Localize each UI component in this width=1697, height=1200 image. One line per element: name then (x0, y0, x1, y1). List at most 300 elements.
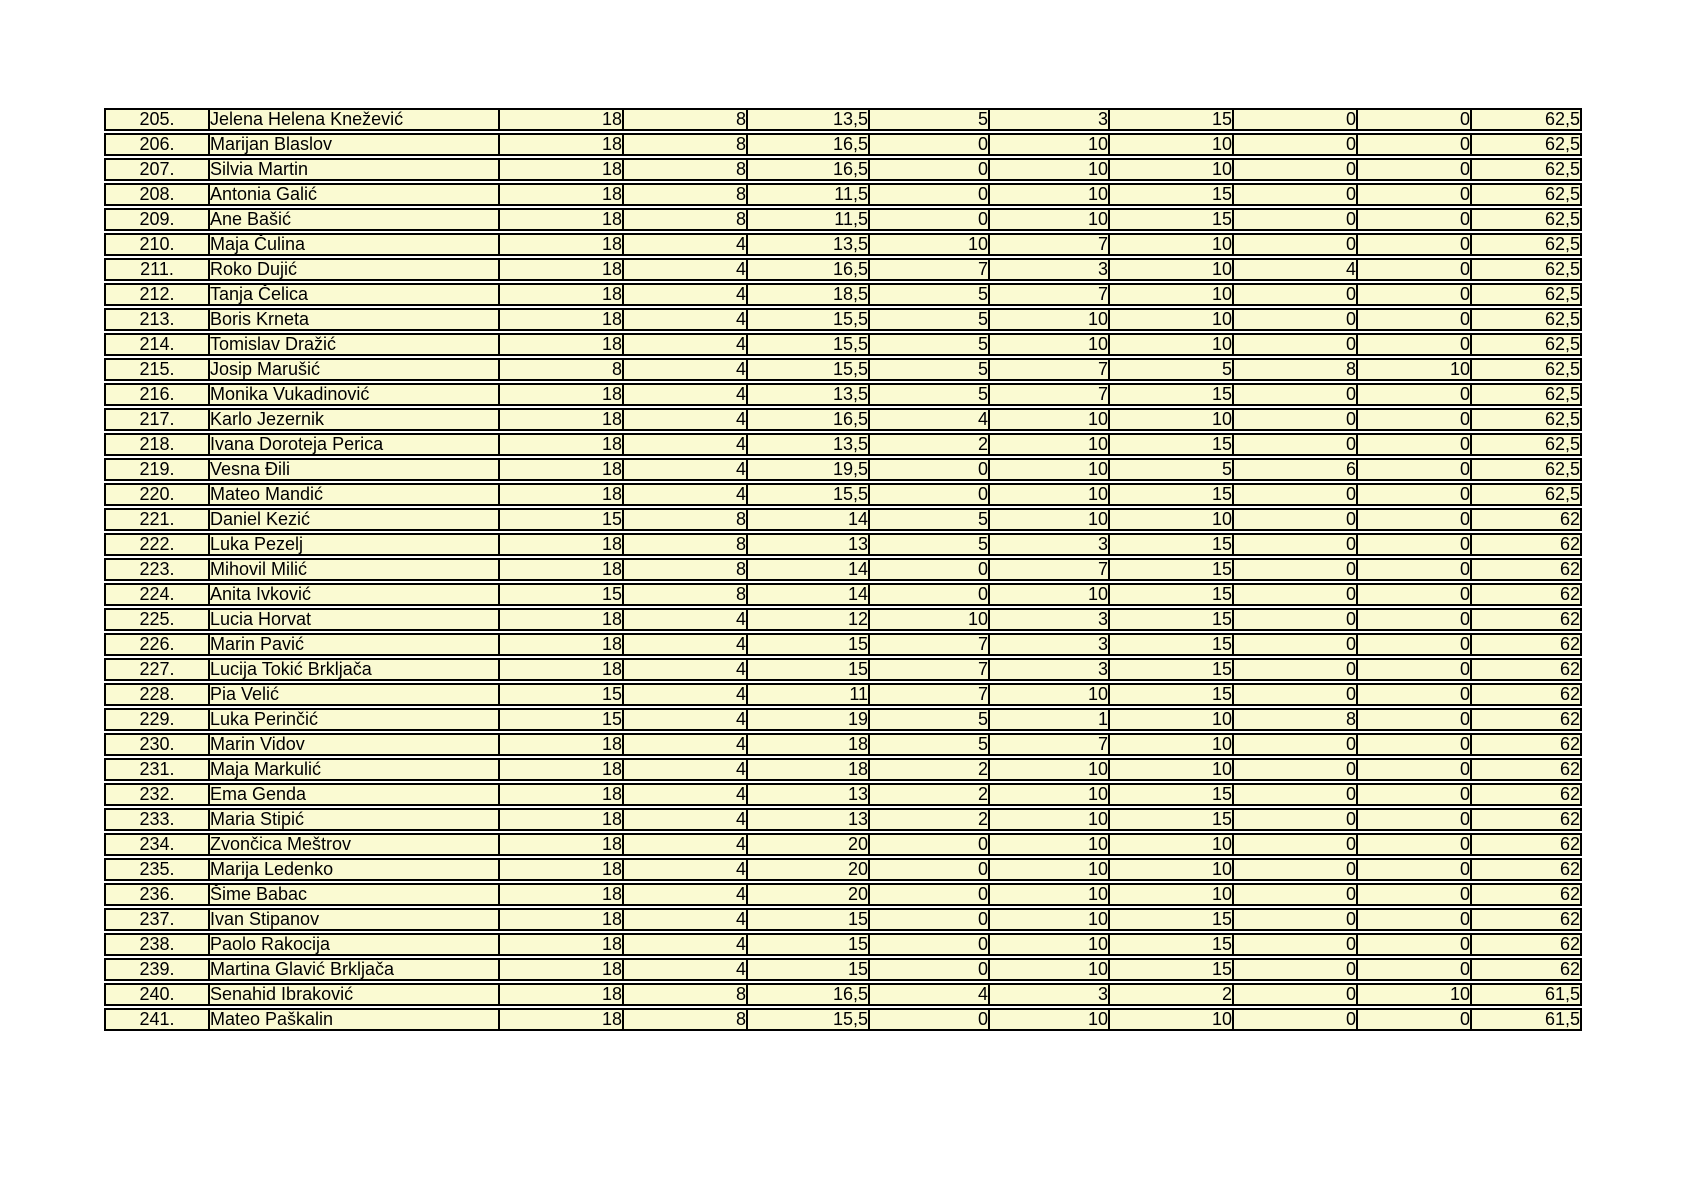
total-cell: 62 (1470, 533, 1582, 556)
score-cell: 10 (988, 208, 1108, 231)
name-cell: Senahid Ibraković (208, 983, 498, 1006)
table-row (104, 733, 1582, 756)
table-row (104, 458, 1582, 481)
score-cell: 4 (622, 283, 746, 306)
score-cell: 0 (1356, 458, 1470, 481)
results-table-body (104, 108, 1582, 1031)
score-cell: 10 (988, 183, 1108, 206)
score-cell: 4 (622, 658, 746, 681)
score-cell: 4 (622, 383, 746, 406)
rank-cell: 238. (104, 933, 208, 956)
score-cell: 0 (868, 458, 988, 481)
table-row (104, 208, 1582, 231)
score-cell: 10 (1356, 358, 1470, 381)
score-cell: 0 (1356, 433, 1470, 456)
score-cell: 0 (1356, 308, 1470, 331)
score-cell: 7 (988, 383, 1108, 406)
score-cell: 0 (868, 908, 988, 931)
name-cell: Luka Pezelj (208, 533, 498, 556)
name-cell: Ivana Doroteja Perica (208, 433, 498, 456)
score-cell: 16,5 (746, 158, 868, 181)
score-cell: 15 (746, 658, 868, 681)
table-row (104, 408, 1582, 431)
name-cell: Monika Vukadinović (208, 383, 498, 406)
score-cell: 0 (868, 483, 988, 506)
score-cell: 0 (1356, 208, 1470, 231)
score-cell: 13 (746, 533, 868, 556)
table-row (104, 983, 1582, 1006)
score-cell: 5 (868, 283, 988, 306)
score-cell: 0 (1356, 158, 1470, 181)
score-cell: 18 (746, 758, 868, 781)
name-cell: Josip Marušić (208, 358, 498, 381)
score-cell: 18 (498, 183, 622, 206)
rank-cell: 228. (104, 683, 208, 706)
total-cell: 62,5 (1470, 233, 1582, 256)
score-cell: 10 (988, 958, 1108, 981)
score-cell: 8 (622, 133, 746, 156)
score-cell: 4 (622, 358, 746, 381)
score-cell: 18,5 (746, 283, 868, 306)
score-cell: 18 (746, 733, 868, 756)
score-cell: 0 (1232, 833, 1356, 856)
score-cell: 3 (988, 533, 1108, 556)
score-cell: 0 (1356, 633, 1470, 656)
score-cell: 10 (1108, 283, 1232, 306)
score-cell: 13,5 (746, 108, 868, 131)
score-cell: 0 (868, 883, 988, 906)
table-row (104, 683, 1582, 706)
score-cell: 10 (1108, 758, 1232, 781)
score-cell: 4 (1232, 258, 1356, 281)
score-cell: 18 (498, 483, 622, 506)
score-cell: 18 (498, 108, 622, 131)
score-cell: 0 (1356, 233, 1470, 256)
score-cell: 10 (1108, 508, 1232, 531)
total-cell: 62,5 (1470, 133, 1582, 156)
name-cell: Antonia Galić (208, 183, 498, 206)
rank-cell: 237. (104, 908, 208, 931)
name-cell: Pia Velić (208, 683, 498, 706)
score-cell: 10 (1108, 1008, 1232, 1031)
rank-cell: 239. (104, 958, 208, 981)
score-cell: 8 (622, 183, 746, 206)
score-cell: 7 (988, 233, 1108, 256)
score-cell: 15 (1108, 558, 1232, 581)
score-cell: 15 (1108, 433, 1232, 456)
table-row (104, 658, 1582, 681)
score-cell: 0 (1356, 708, 1470, 731)
score-cell: 16,5 (746, 133, 868, 156)
score-cell: 0 (1356, 133, 1470, 156)
rank-cell: 226. (104, 633, 208, 656)
total-cell: 62,5 (1470, 383, 1582, 406)
score-cell: 10 (1108, 158, 1232, 181)
score-cell: 0 (868, 558, 988, 581)
score-cell: 5 (868, 333, 988, 356)
name-cell: Jelena Helena Knežević (208, 108, 498, 131)
score-cell: 4 (868, 408, 988, 431)
score-cell: 10 (988, 483, 1108, 506)
score-cell: 10 (988, 883, 1108, 906)
name-cell: Tanja Čelica (208, 283, 498, 306)
total-cell: 62 (1470, 683, 1582, 706)
score-cell: 0 (1232, 108, 1356, 131)
score-cell: 15 (1108, 208, 1232, 231)
score-cell: 0 (1232, 283, 1356, 306)
score-cell: 4 (622, 758, 746, 781)
score-cell: 10 (1356, 983, 1470, 1006)
score-cell: 15 (498, 583, 622, 606)
total-cell: 62 (1470, 583, 1582, 606)
name-cell: Ane Bašić (208, 208, 498, 231)
score-cell: 14 (746, 508, 868, 531)
total-cell: 62 (1470, 908, 1582, 931)
score-cell: 0 (1232, 758, 1356, 781)
score-cell: 0 (1232, 233, 1356, 256)
table-row (104, 833, 1582, 856)
score-cell: 18 (498, 783, 622, 806)
score-cell: 0 (1356, 483, 1470, 506)
score-cell: 18 (498, 858, 622, 881)
table-row (104, 258, 1582, 281)
score-cell: 0 (1356, 758, 1470, 781)
total-cell: 62 (1470, 633, 1582, 656)
score-cell: 10 (1108, 708, 1232, 731)
name-cell: Silvia Martin (208, 158, 498, 181)
table-row (104, 583, 1582, 606)
score-cell: 0 (1356, 933, 1470, 956)
score-cell: 0 (868, 133, 988, 156)
score-cell: 18 (498, 883, 622, 906)
score-cell: 2 (868, 758, 988, 781)
score-cell: 8 (1232, 708, 1356, 731)
score-cell: 4 (622, 958, 746, 981)
score-cell: 18 (498, 608, 622, 631)
score-cell: 11,5 (746, 208, 868, 231)
score-cell: 10 (988, 808, 1108, 831)
score-cell: 13,5 (746, 383, 868, 406)
name-cell: Maja Čulina (208, 233, 498, 256)
total-cell: 62 (1470, 958, 1582, 981)
name-cell: Maja Markulić (208, 758, 498, 781)
score-cell: 8 (622, 158, 746, 181)
score-cell: 18 (498, 383, 622, 406)
score-cell: 10 (868, 233, 988, 256)
name-cell: Roko Dujić (208, 258, 498, 281)
rank-cell: 213. (104, 308, 208, 331)
total-cell: 62 (1470, 933, 1582, 956)
table-row (104, 933, 1582, 956)
total-cell: 62,5 (1470, 283, 1582, 306)
score-cell: 15 (1108, 583, 1232, 606)
name-cell: Paolo Rakocija (208, 933, 498, 956)
score-cell: 15 (1108, 808, 1232, 831)
score-cell: 10 (988, 508, 1108, 531)
score-cell: 4 (868, 983, 988, 1006)
score-cell: 2 (868, 808, 988, 831)
score-cell: 0 (1232, 933, 1356, 956)
score-cell: 0 (1356, 808, 1470, 831)
score-cell: 12 (746, 608, 868, 631)
total-cell: 62 (1470, 558, 1582, 581)
rank-cell: 225. (104, 608, 208, 631)
score-cell: 8 (498, 358, 622, 381)
score-cell: 0 (1232, 208, 1356, 231)
score-cell: 10 (1108, 258, 1232, 281)
score-cell: 0 (1232, 683, 1356, 706)
score-cell: 4 (622, 633, 746, 656)
score-cell: 18 (498, 933, 622, 956)
name-cell: Marija Ledenko (208, 858, 498, 881)
score-cell: 0 (1232, 533, 1356, 556)
score-cell: 10 (988, 583, 1108, 606)
score-cell: 18 (498, 533, 622, 556)
score-cell: 4 (622, 683, 746, 706)
score-cell: 0 (1356, 508, 1470, 531)
score-cell: 2 (868, 433, 988, 456)
total-cell: 62,5 (1470, 408, 1582, 431)
score-cell: 10 (988, 783, 1108, 806)
rank-cell: 224. (104, 583, 208, 606)
score-cell: 10 (988, 458, 1108, 481)
score-cell: 4 (622, 483, 746, 506)
score-cell: 0 (1232, 133, 1356, 156)
rank-cell: 229. (104, 708, 208, 731)
score-cell: 8 (622, 558, 746, 581)
score-cell: 0 (1356, 583, 1470, 606)
score-cell: 4 (622, 708, 746, 731)
name-cell: Ivan Stipanov (208, 908, 498, 931)
score-cell: 0 (1356, 858, 1470, 881)
score-cell: 14 (746, 558, 868, 581)
rank-cell: 216. (104, 383, 208, 406)
score-cell: 3 (988, 108, 1108, 131)
total-cell: 62 (1470, 508, 1582, 531)
score-cell: 4 (622, 808, 746, 831)
results-table (104, 106, 1582, 1033)
score-cell: 3 (988, 983, 1108, 1006)
score-cell: 0 (1232, 383, 1356, 406)
score-cell: 4 (622, 833, 746, 856)
score-cell: 18 (498, 983, 622, 1006)
score-cell: 7 (988, 733, 1108, 756)
score-cell: 18 (498, 958, 622, 981)
score-cell: 8 (622, 208, 746, 231)
score-cell: 18 (498, 558, 622, 581)
table-row (104, 558, 1582, 581)
score-cell: 15 (1108, 908, 1232, 931)
table-row (104, 133, 1582, 156)
score-cell: 8 (622, 508, 746, 531)
name-cell: Lucija Tokić Brkljača (208, 658, 498, 681)
rank-cell: 219. (104, 458, 208, 481)
score-cell: 4 (622, 783, 746, 806)
score-cell: 15 (1108, 383, 1232, 406)
score-cell: 2 (1108, 983, 1232, 1006)
score-cell: 18 (498, 333, 622, 356)
score-cell: 0 (868, 958, 988, 981)
score-cell: 18 (498, 633, 622, 656)
score-cell: 5 (868, 733, 988, 756)
total-cell: 62 (1470, 883, 1582, 906)
total-cell: 62,5 (1470, 483, 1582, 506)
total-cell: 62,5 (1470, 458, 1582, 481)
rank-cell: 211. (104, 258, 208, 281)
score-cell: 7 (868, 633, 988, 656)
score-cell: 4 (622, 458, 746, 481)
score-cell: 18 (498, 283, 622, 306)
score-cell: 7 (988, 283, 1108, 306)
score-cell: 0 (1232, 858, 1356, 881)
total-cell: 62 (1470, 833, 1582, 856)
score-cell: 0 (1232, 958, 1356, 981)
total-cell: 62 (1470, 808, 1582, 831)
score-cell: 15 (498, 708, 622, 731)
score-cell: 18 (498, 233, 622, 256)
score-cell: 10 (1108, 883, 1232, 906)
score-cell: 20 (746, 833, 868, 856)
score-cell: 0 (1356, 958, 1470, 981)
score-cell: 15 (498, 508, 622, 531)
score-cell: 0 (1356, 1008, 1470, 1031)
table-row (104, 883, 1582, 906)
score-cell: 6 (1232, 458, 1356, 481)
score-cell: 0 (1356, 258, 1470, 281)
score-cell: 10 (1108, 133, 1232, 156)
name-cell: Šime Babac (208, 883, 498, 906)
score-cell: 0 (1356, 683, 1470, 706)
rank-cell: 218. (104, 433, 208, 456)
rank-cell: 208. (104, 183, 208, 206)
score-cell: 0 (1356, 833, 1470, 856)
score-cell: 0 (1232, 158, 1356, 181)
table-row (104, 333, 1582, 356)
score-cell: 0 (1232, 333, 1356, 356)
rank-cell: 212. (104, 283, 208, 306)
score-cell: 0 (1356, 333, 1470, 356)
name-cell: Karlo Jezernik (208, 408, 498, 431)
score-cell: 15 (746, 633, 868, 656)
score-cell: 18 (498, 458, 622, 481)
score-cell: 4 (622, 733, 746, 756)
rank-cell: 209. (104, 208, 208, 231)
score-cell: 18 (498, 658, 622, 681)
score-cell: 0 (868, 833, 988, 856)
score-cell: 18 (498, 833, 622, 856)
score-cell: 0 (868, 158, 988, 181)
score-cell: 10 (1108, 333, 1232, 356)
score-cell: 10 (988, 758, 1108, 781)
score-cell: 11,5 (746, 183, 868, 206)
score-cell: 0 (1232, 183, 1356, 206)
score-cell: 18 (498, 258, 622, 281)
score-cell: 0 (1232, 508, 1356, 531)
name-cell: Boris Krneta (208, 308, 498, 331)
name-cell: Maria Stipić (208, 808, 498, 831)
score-cell: 13 (746, 808, 868, 831)
score-cell: 0 (868, 583, 988, 606)
score-cell: 13,5 (746, 233, 868, 256)
table-row (104, 958, 1582, 981)
name-cell: Luka Perinčić (208, 708, 498, 731)
score-cell: 18 (498, 1008, 622, 1031)
score-cell: 0 (1232, 308, 1356, 331)
total-cell: 62 (1470, 708, 1582, 731)
score-cell: 15 (1108, 633, 1232, 656)
score-cell: 7 (868, 683, 988, 706)
score-cell: 15 (1108, 108, 1232, 131)
score-cell: 10 (988, 333, 1108, 356)
score-cell: 1 (988, 708, 1108, 731)
total-cell: 62,5 (1470, 333, 1582, 356)
rank-cell: 230. (104, 733, 208, 756)
score-cell: 5 (868, 508, 988, 531)
table-row (104, 533, 1582, 556)
score-cell: 8 (1232, 358, 1356, 381)
score-cell: 18 (498, 308, 622, 331)
total-cell: 62 (1470, 858, 1582, 881)
score-cell: 15,5 (746, 333, 868, 356)
score-cell: 0 (1232, 733, 1356, 756)
score-cell: 16,5 (746, 258, 868, 281)
name-cell: Vesna Đili (208, 458, 498, 481)
total-cell: 62 (1470, 658, 1582, 681)
rank-cell: 215. (104, 358, 208, 381)
score-cell: 15 (1108, 683, 1232, 706)
score-cell: 15 (1108, 533, 1232, 556)
score-cell: 10 (988, 1008, 1108, 1031)
score-cell: 10 (1108, 408, 1232, 431)
rank-cell: 232. (104, 783, 208, 806)
name-cell: Marijan Blaslov (208, 133, 498, 156)
name-cell: Anita Ivković (208, 583, 498, 606)
score-cell: 10 (1108, 308, 1232, 331)
score-cell: 0 (1356, 883, 1470, 906)
name-cell: Mihovil Milić (208, 558, 498, 581)
score-cell: 8 (622, 583, 746, 606)
score-cell: 18 (498, 433, 622, 456)
score-cell: 5 (868, 708, 988, 731)
results-table-container (104, 106, 1582, 1033)
rank-cell: 217. (104, 408, 208, 431)
score-cell: 4 (622, 258, 746, 281)
score-cell: 0 (1356, 533, 1470, 556)
score-cell: 4 (622, 883, 746, 906)
score-cell: 15 (1108, 483, 1232, 506)
score-cell: 5 (1108, 458, 1232, 481)
score-cell: 18 (498, 808, 622, 831)
name-cell: Mateo Mandić (208, 483, 498, 506)
score-cell: 0 (1232, 433, 1356, 456)
score-cell: 15 (1108, 783, 1232, 806)
score-cell: 5 (868, 308, 988, 331)
score-cell: 0 (1232, 658, 1356, 681)
score-cell: 10 (1108, 833, 1232, 856)
score-cell: 0 (868, 933, 988, 956)
table-row (104, 758, 1582, 781)
rank-cell: 233. (104, 808, 208, 831)
score-cell: 10 (988, 833, 1108, 856)
total-cell: 62,5 (1470, 433, 1582, 456)
score-cell: 15 (498, 683, 622, 706)
score-cell: 0 (1356, 108, 1470, 131)
table-row (104, 158, 1582, 181)
score-cell: 0 (1356, 733, 1470, 756)
score-cell: 4 (622, 908, 746, 931)
score-cell: 15,5 (746, 358, 868, 381)
rank-cell: 221. (104, 508, 208, 531)
